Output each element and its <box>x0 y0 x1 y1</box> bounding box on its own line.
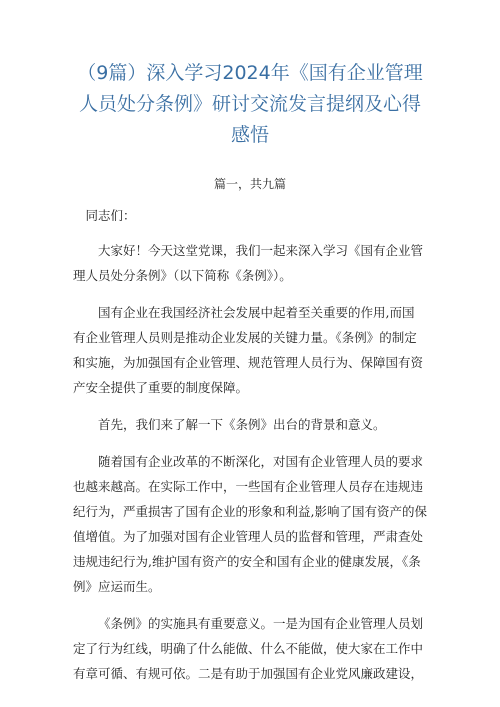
paragraph-line: 大家好！今天这堂党课，我们一起来深入学习《国有企业管 <box>98 243 424 258</box>
paragraph <box>73 449 433 599</box>
paragraph-line: 有企业管理人员则是推动企业发展的关键力量。《条例》的制定 <box>73 330 417 345</box>
title-line: （9篇）深入学习2024年《国有企业管理 <box>77 62 423 84</box>
document-body <box>73 203 433 698</box>
paragraph-line: 定了行为红线，明确了什么能做、什么不能做，使大家在工作中 <box>73 641 424 656</box>
paragraph-line: 有章可循、有规可依。二是有助于加强国有企业党风廉政建设， <box>73 666 424 681</box>
paragraph-line: 《条例》的实施具有重要意义。一是为国有企业管理人员划 <box>98 616 424 631</box>
title-line: 人员处分条例》研讨交流发言提纲及心得 <box>78 93 421 115</box>
paragraph-line: 违规违纪行为,维护国有资产的安全和国有企业的健康发展，《条 <box>73 554 421 569</box>
paragraph-line: 例》应运而生。 <box>73 579 161 594</box>
paragraph-line: 国有企业在我国经济社会发展中起着至关重要的作用,而国 <box>98 305 415 320</box>
title-line: 感悟 <box>230 124 269 146</box>
paragraph-line: 值增值。为了加强对国有企业管理人员的监督和管理，严肃查处 <box>73 529 424 544</box>
section-heading: 篇一，共九篇 <box>213 177 286 191</box>
paragraph-line: 首先，我们来了解一下《条例》出台的背景和意义。 <box>98 417 386 432</box>
paragraph-line: 也越来越高。在实际工作中，一些国有企业管理人员存在违规违 <box>73 479 424 494</box>
document-title <box>70 58 430 151</box>
paragraph <box>73 238 433 288</box>
paragraph <box>73 300 433 400</box>
paragraph-line: 和实施，为加强国有企业管理、规范管理人员行为、保障国有资 <box>73 355 424 370</box>
greeting: 同志们： <box>85 208 136 223</box>
paragraph <box>73 412 433 437</box>
paragraph-line: 随着国有企业改革的不断深化，对国有企业管理人员的要求 <box>98 454 424 469</box>
paragraph <box>73 611 433 686</box>
paragraph-line: 纪行为，严重损害了国有企业的形象和利益,影响了国有资产的保 <box>73 504 427 519</box>
paragraph-line: 理人员处分条例》（以下简称《条例》）。 <box>73 268 292 283</box>
paragraph-line: 产安全提供了重要的制度保障。 <box>73 380 249 395</box>
